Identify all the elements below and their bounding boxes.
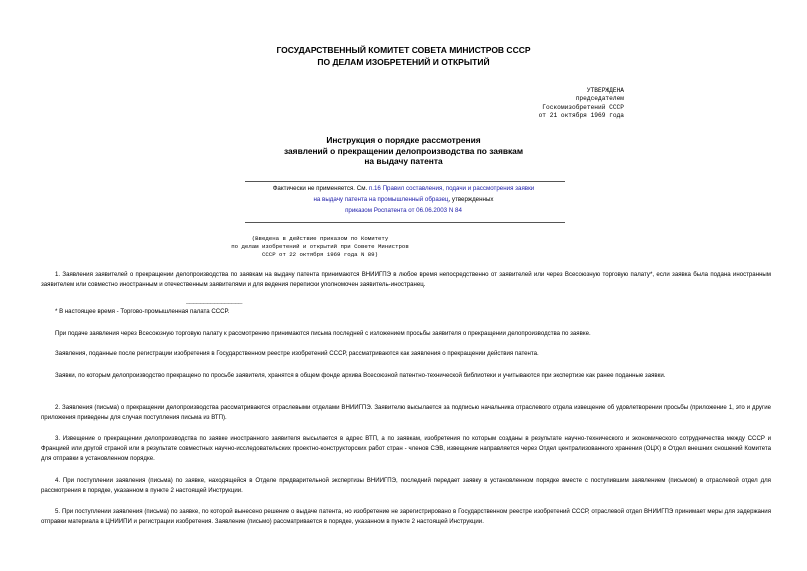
enactment-line: СССР от 22 октября 1969 года N 89) — [261, 251, 379, 258]
paragraph-text: 3. Извещение о прекращении делопроизводства по заявке иностранного заявителя высылается в адрес ВТП, а по заявкам, изобретения по которым созданы в результате научно-технического и экономического сотрудничества между СССР и Францией или другой страной или в результате совместных научно-исследовательских проектно-конструкторских работ стран - членов СЭВ, извещение направляется через Отдел централизованного хранения (ОЦХ) в Отдел внешних сношений Комитета для отправки в установленном порядке. — [41, 435, 771, 462]
paragraph-6 — [41, 434, 771, 464]
paragraph-8 — [41, 507, 771, 527]
note-text: , утвержденных — [448, 196, 494, 203]
paragraph-text: Заявления, поданные после регистрации изобретения в Государственном реестре изобретений СССР, рассматриваются как заявления о прекращении действия патента. — [55, 350, 539, 357]
paragraph-5 — [41, 403, 771, 423]
note-top-rule — [245, 181, 565, 182]
enactment-line: (Введена в действие приказом по Комитету — [251, 235, 389, 242]
paragraph-text: 4. При поступлении заявления (письма) по заявке, находящейся в Отделе предварительной экспертизы ВНИИГПЭ, последний передает заявку в установленном порядке вместе с поступившим заявлением (письмом) в отраслевой отдел для рассмотрения в порядке, указанном в пункте 2 настоящей Инструкции. — [41, 477, 771, 494]
design-patent-link[interactable]: на выдачу патента на промышленный образец — [313, 196, 449, 203]
footnote — [41, 307, 771, 317]
document-title-line3: на выдачу патента — [364, 156, 443, 166]
approval-line: Госкомизобретений СССР — [542, 103, 624, 111]
approval-line: УТВЕРЖДЕНА — [586, 87, 624, 94]
footnote-separator: ________________ — [186, 298, 243, 305]
applicability-note-line2 — [0, 195, 807, 205]
paragraph-text: 1. Заявления заявителей о прекращении делопроизводства по заявкам на выдачу патента принимаются ВНИИГПЭ в любое время непосредственно от заявителей или через Всесоюзную торговую палату*, если заявка была подана иностранным заявителем или совместно иностранным и отечественным заявителями и для ведения переписки уполномочен заявитель-иностранец. — [41, 271, 771, 288]
approval-line: от 21 октября 1969 года — [538, 111, 624, 119]
approval-line: председателем — [575, 95, 624, 103]
document-title-line2: заявлений о прекращении делопроизводства по заявкам — [283, 145, 524, 156]
approval-stamp — [539, 87, 624, 120]
note-text: Фактически не применяется. См. — [272, 185, 369, 192]
rules-link[interactable]: п.16 Правил составления, подачи и рассмотрения заявки — [368, 185, 535, 192]
paragraph-text: 5. При поступлении заявления (письма) по заявке, по которой вынесено решение о выдаче патента, но изобретение не зарегистрировано в Государственном реестре изобретений СССР, отраслевой отдел ВНИИГПЭ принимает меры для задержания отправки материала в ЦНИИПИ и регистрации изобретения. Заявление (письмо) рассматривается в порядке, указанном в пункте 2 настоящей Инструкции. — [41, 508, 771, 525]
paragraph-1 — [41, 270, 771, 290]
document-title-line1: Инструкция о порядке рассмотрения — [326, 135, 481, 145]
paragraph-3 — [41, 349, 771, 359]
enactment-note — [205, 235, 435, 259]
paragraph-4 — [41, 371, 771, 381]
enactment-line: по делам изобретений и открытий при Совете Министров — [231, 243, 409, 250]
paragraph-7 — [41, 476, 771, 496]
paragraph-text: 2. Заявления (письма) о прекращении делопроизводства рассматриваются отраслевыми отделами ВНИИГПЭ. Заявителю высылается за подписью начальника отраслевого отдела извещение об удовлетворении просьбы (приложение 1, это и другие приложения приведены для случая поступления письма из ВТП). — [41, 404, 771, 421]
paragraph-text: При подаче заявления через Всесоюзную торговую палату к рассмотрению принимаются письма последней с изложением просьбы заявителя о прекращении делопроизводства по заявке. — [55, 330, 591, 337]
paragraph-2 — [41, 329, 771, 339]
paragraph-text: Заявки, по которым делопроизводство прекращено по просьбе заявителя, хранятся в общем фонде архива Всесоюзной патентно-технической библиотеки и учитываются при экспертизе как ранее поданные заявки. — [55, 372, 666, 379]
paragraph-text: * В настоящее время - Торгово-промышленная палата СССР. — [55, 308, 230, 315]
applicability-note-line1 — [0, 184, 807, 194]
applicability-note-line3 — [0, 206, 807, 216]
rospatent-order-link[interactable]: приказом Роспатента от 06.06.2003 N 84 — [345, 207, 462, 214]
note-bottom-rule — [245, 222, 565, 223]
organization-name-line2: ПО ДЕЛАМ ИЗОБРЕТЕНИЙ И ОТКРЫТИЙ — [317, 57, 490, 67]
organization-name-line1: ГОСУДАРСТВЕННЫЙ КОМИТЕТ СОВЕТА МИНИСТРОВ СССР — [276, 45, 531, 55]
